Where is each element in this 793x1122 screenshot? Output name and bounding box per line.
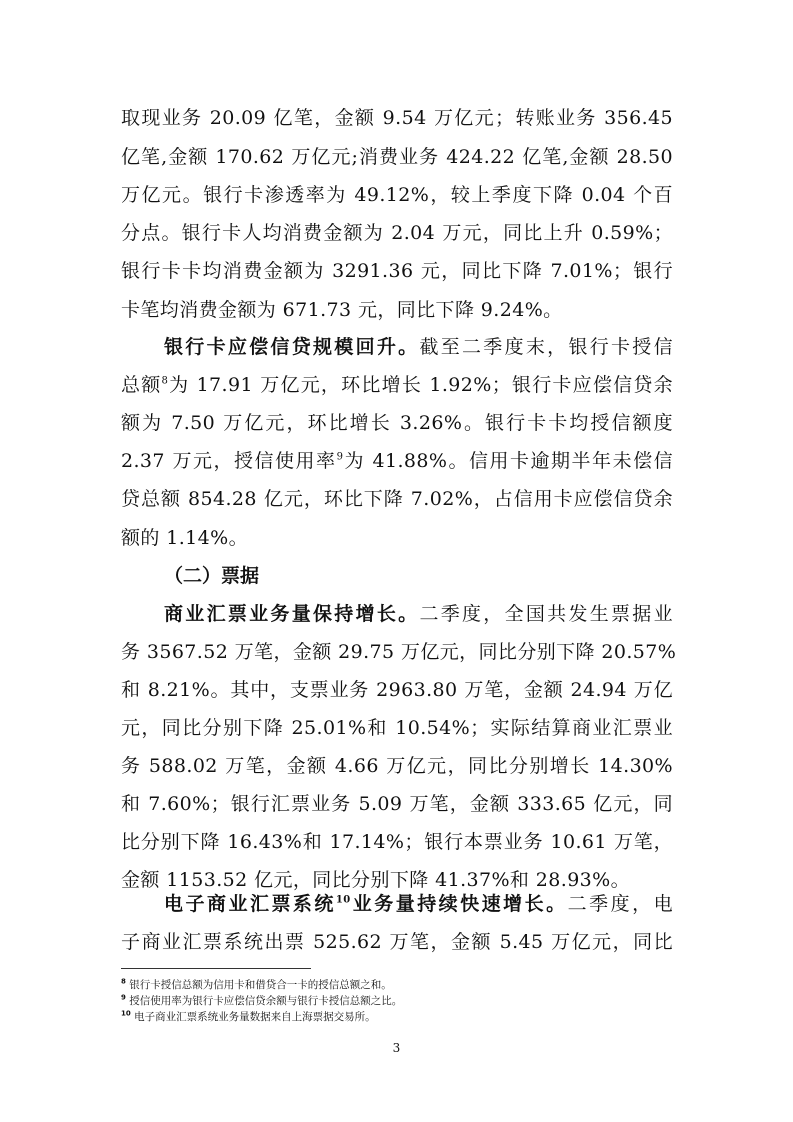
text-line: 金额 1153.52 亿元，同比分别下降 41.37%和 28.93%。 [121, 869, 631, 891]
section-heading-bills: （二）票据 [164, 565, 260, 587]
footnote-8 [121, 978, 392, 992]
text-line: 子商业汇票系统出票 525.62 万笔，金额 5.45 万亿元，同比 [121, 931, 673, 953]
footnote-ref-9[interactable]: 9 [336, 451, 344, 463]
footnote-mark: 9 [121, 993, 126, 1002]
text-line [121, 444, 673, 478]
text-line [164, 887, 673, 921]
page-number: 3 [392, 1041, 401, 1055]
text-line: 元，同比分别下降 25.01%和 10.54%；实际结算商业汇票业 [121, 717, 673, 739]
text-span: 为 17.91 万亿元，环比增长 1.92%；银行卡应偿信贷余 [168, 374, 673, 396]
text-line: 亿笔,金额 170.62 万亿元;消费业务 424.22 亿笔,金额 28.50 [121, 146, 673, 168]
text-line: 比分别下降 16.43%和 17.14%；银行本票业务 10.61 万笔， [121, 831, 673, 853]
text-line: 取现业务 20.09 亿笔，金额 9.54 万亿元；转账业务 356.45 [121, 107, 673, 129]
text-span: 截至二季度末，银行卡授信 [419, 336, 673, 358]
bold-lead-sentence: 银行卡应偿信贷规模回升。 [164, 336, 420, 358]
footnote-text: 银行卡授信总额为信用卡和借贷合一卡的授信总额之和。 [129, 979, 392, 991]
footnote-mark: 10 [121, 1009, 131, 1018]
text-span: 总额 [121, 374, 162, 396]
footnote-text: 授信使用率为银行卡应偿信贷余额与银行卡授信总额之比。 [129, 995, 403, 1007]
footnote-10 [121, 1010, 376, 1024]
text-line: 和 7.60%；银行汇票业务 5.09 万笔，金额 333.65 亿元，同 [121, 793, 673, 815]
bold-lead-sentence: 业务量持续快速增长。 [350, 893, 568, 915]
text-line: 万亿元。银行卡渗透率为 49.12%，较上季度下降 0.04 个百 [121, 184, 673, 206]
text-line: 卡笔均消费金额为 671.73 元，同比下降 9.24%。 [121, 299, 563, 321]
text-line: 和 8.21%。其中，支票业务 2963.80 万笔，金额 24.94 万亿 [121, 679, 673, 701]
bold-lead-sentence: 商业汇票业务量保持增长。 [164, 603, 420, 625]
text-span: 二季度，全国共发生票据业 [419, 603, 673, 625]
footnote-9 [121, 994, 402, 1008]
text-line: 银行卡卡均消费金额为 3291.36 元，同比下降 7.01%；银行 [121, 260, 673, 282]
text-span: 二季度，电 [567, 893, 673, 915]
text-span: 为 41.88%。信用卡逾期半年未偿信 [343, 450, 673, 472]
footnote-mark: 8 [121, 977, 126, 986]
text-span: 2.37 万元，授信使用率 [121, 450, 337, 472]
text-line [121, 368, 673, 402]
footnote-divider [121, 968, 311, 969]
text-line: 额的 1.14%。 [121, 527, 248, 549]
text-line: 额为 7.50 万亿元，环比增长 3.26%。银行卡卡均授信额度 [121, 412, 673, 434]
text-line: 分点。银行卡人均消费金额为 2.04 万元，同比上升 0.59%； [121, 222, 673, 244]
text-line [164, 597, 673, 631]
text-line [164, 330, 673, 364]
footnote-ref-8[interactable]: 8 [161, 375, 169, 387]
bold-lead-sentence: 电子商业汇票系统 [164, 893, 336, 915]
text-line: 贷总额 854.28 亿元，环比下降 7.02%，占信用卡应偿信贷余 [121, 488, 673, 510]
footnote-text: 电子商业汇票系统业务量数据来自上海票据交易所。 [134, 1011, 376, 1023]
text-line: 务 588.02 万笔，金额 4.66 万亿元，同比分别增长 14.30% [121, 755, 673, 777]
footnote-ref-10[interactable]: 10 [335, 894, 351, 906]
text-line: 务 3567.52 万笔，金额 29.75 万亿元，同比分别下降 20.57% [121, 641, 677, 663]
